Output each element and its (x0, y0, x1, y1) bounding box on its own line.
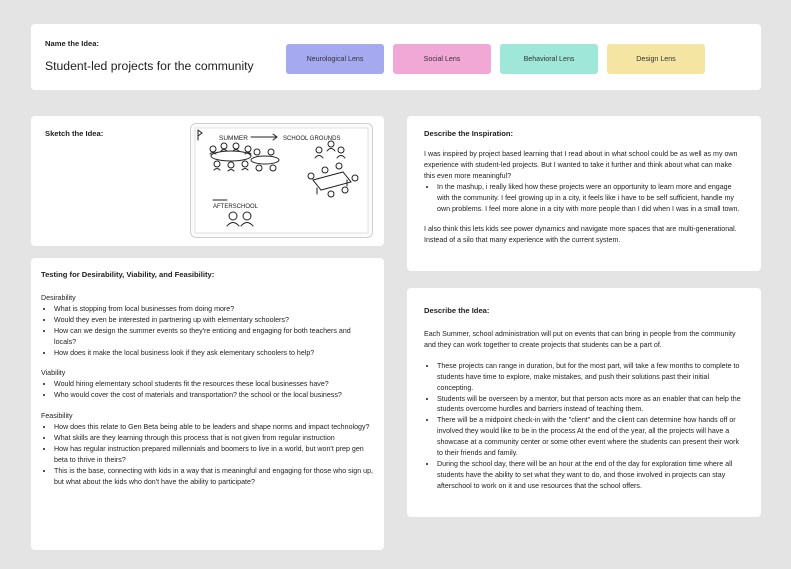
testing-card (31, 258, 384, 550)
lens-label: Neurological Lens (306, 55, 364, 63)
inspiration-card (407, 116, 761, 271)
inspiration-label: Describe the Inspiration: (424, 129, 514, 138)
feasibility-list (41, 422, 374, 487)
list-item: • These projects can range in duration, but for the most part, will take a few months to complete to students have time to explore, make mistakes, and push their solutions past their initial concepting. (437, 361, 744, 394)
lens-label: Social Lens (423, 55, 461, 63)
describe-intro: Each Summer, school administration will put on events that can bring in people from the community and they can work together to create projects that students can be a part of. (424, 330, 736, 349)
viability-section (41, 368, 374, 401)
list-item: • How does it make the local business look if they ask elementary schoolers to help? (54, 348, 374, 359)
list-item: • This is the base, connecting with kids in a way that is meaningful and engaging for those who sign up, but what about the kids who don't have the ability to participate? (54, 466, 374, 488)
lens-label: Behavioral Lens (523, 55, 575, 63)
list-item: • Would they even be interested in partnering up with elementary schoolers? (54, 315, 374, 326)
list-item: • How has regular instruction prepared millennials and boomers to live in a world, but won't prep gen beta to thrive in theirs? (54, 444, 374, 466)
sketch-idea-card (31, 116, 384, 246)
desirability-list (41, 304, 374, 359)
sketch-text-summer: SUMMER (219, 135, 248, 142)
sketch-text-school-grounds: SCHOOL GROUNDS (283, 136, 341, 142)
list-item: • During the school day, there will be an hour at the end of the day for exploration time where all students have the ability to set what they want to do, and those involved in projects can stay afterschool to work on it and use resources that the school offers. (437, 459, 744, 492)
describe-idea-label: Describe the Idea: (424, 306, 490, 315)
list-item: • What is stopping from local businesses from doing more? (54, 304, 374, 315)
list-item: • How can we design the summer events so they're enticing and engaging for both teachers and locals? (54, 326, 374, 348)
lens-behavioral[interactable] (500, 44, 598, 74)
inspiration-list (424, 182, 744, 215)
lens-design[interactable] (607, 44, 705, 74)
inspiration-intro: I was inspired by project based learning that I read about in what school could be as well as my own experience with student-led projects. But I wanted to take it further and think about what can make this even more meaningful? (424, 150, 738, 180)
list-item: • Who would cover the cost of materials and transportation? the school or the local business? (54, 390, 374, 401)
list-item: • How does this relate to Gen Beta being able to be leaders and shape norms and impact technology? (54, 422, 374, 433)
section-title: Viability (41, 369, 66, 378)
name-idea-card (31, 24, 761, 90)
list-item: • In the mashup, i really liked how these projects were an opportunity to learn more and engage with the community. I feel growing up in a city, it feels like i have to be self sufficient, handle my own problems. I feel more alone in a city with more people than I did when I was in a small town. (437, 182, 744, 215)
lens-neurological[interactable] (286, 44, 384, 74)
section-title: Desirability (41, 294, 76, 302)
inspiration-closing: I also think this lets kids see power dynamics and navigate more spaces that are multi-generational. Instead of a silo that many experience with the current system. (424, 225, 737, 245)
lens-label: Design Lens (636, 55, 676, 63)
lens-social[interactable] (393, 44, 491, 74)
list-item: • Students will be overseen by a mentor, but that person acts more as an enabler that can help the students overcome hurdles and barriers instead of teaching them. (437, 394, 744, 416)
section-title: Feasibility (41, 412, 73, 421)
name-idea-label: Name the Idea: (45, 39, 100, 48)
viability-list (41, 379, 374, 401)
sketch-image[interactable] (190, 123, 373, 238)
feasibility-section (41, 411, 374, 487)
sketch-drawing (191, 124, 372, 237)
sketch-text-afterschool: AFTERSCHOOL (213, 204, 259, 210)
sketch-idea-label: Sketch the Idea: (45, 129, 104, 138)
idea-title: Student-led projects for the community (45, 59, 254, 73)
list-item: • What skills are they learning through this process that is not given from regular instruction (54, 433, 374, 444)
describe-idea-card (407, 288, 761, 517)
testing-label: Testing for Desirability, Viability, and Feasibility: (41, 270, 215, 279)
desirability-section (41, 293, 374, 358)
list-item: • Would hiring elementary school students fit the resources these local businesses have? (54, 379, 374, 390)
describe-list (424, 361, 744, 492)
list-item: • There will be a midpoint check-in with the "client" and the client can determine how hands off or involved they would like to be in the process At the end of the year, all the projects will have a showcase at a community center or some other event where the students can present their work to their friends and family. (437, 415, 744, 459)
